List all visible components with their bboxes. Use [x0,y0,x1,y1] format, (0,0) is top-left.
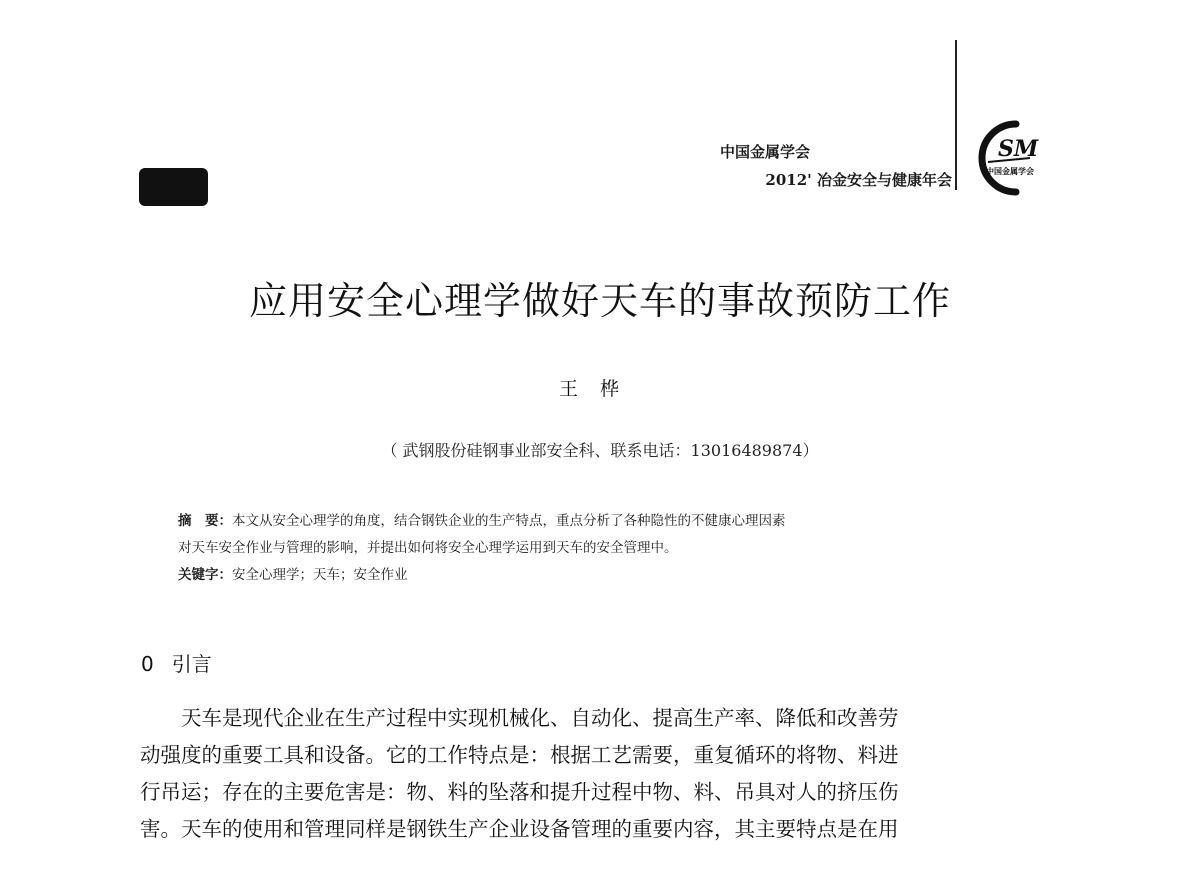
abstract-text-1: 本文从安全心理学的角度，结合钢铁企业的生产特点，重点分析了各种隐性的不健康心理因素 [232,513,786,529]
section-number: 0 [141,652,154,676]
author-affiliation: （ 武钢股份硅钢事业部安全科、联系电话：13016489874） [381,441,819,460]
header-divider [955,40,957,190]
abstract-line-1 [178,508,1038,535]
author-name: 王桦 [558,378,641,400]
keywords-text: 安全心理学；天车；安全作业 [232,567,408,583]
section-heading [141,648,212,677]
body-paragraph [140,700,1050,848]
conference-header [700,138,952,194]
conference-name: 2012' 冶金安全与健康年会 [765,171,952,189]
abstract-label: 摘 要： [178,513,232,529]
body-line-3: 行吊运；存在的主要危害是：物、料的坠落和提升过程中物、料、吊具对人的挤压伤 [140,780,899,804]
black-page-tab [139,168,208,206]
csm-logo [964,118,1054,198]
logo-text: 中国金属学会 [986,167,1034,176]
keywords-label: 关键字： [178,567,232,583]
logo-mark: SM [998,136,1039,162]
abstract-block [178,508,1038,589]
body-line-2: 动强度的重要工具和设备。它的工作特点是：根据工艺需要，重复循环的将物、料进 [140,743,899,767]
paper-title: 应用安全心理学做好天车的事故预防工作 [248,279,951,323]
body-line-4: 害。天车的使用和管理同样是钢铁生产企业设备管理的重要内容，其主要特点是在用 [140,817,899,841]
abstract-line-2: 对天车安全作业与管理的影响，并提出如何将安全心理学运用到天车的安全管理中。 [178,540,678,556]
organization-name: 中国金属学会 [720,143,811,161]
section-title: 引言 [171,652,212,676]
body-line-1: 天车是现代企业在生产过程中实现机械化、自动化、提高生产率、降低和改善劳 [181,706,899,730]
keywords-line [178,562,1038,589]
